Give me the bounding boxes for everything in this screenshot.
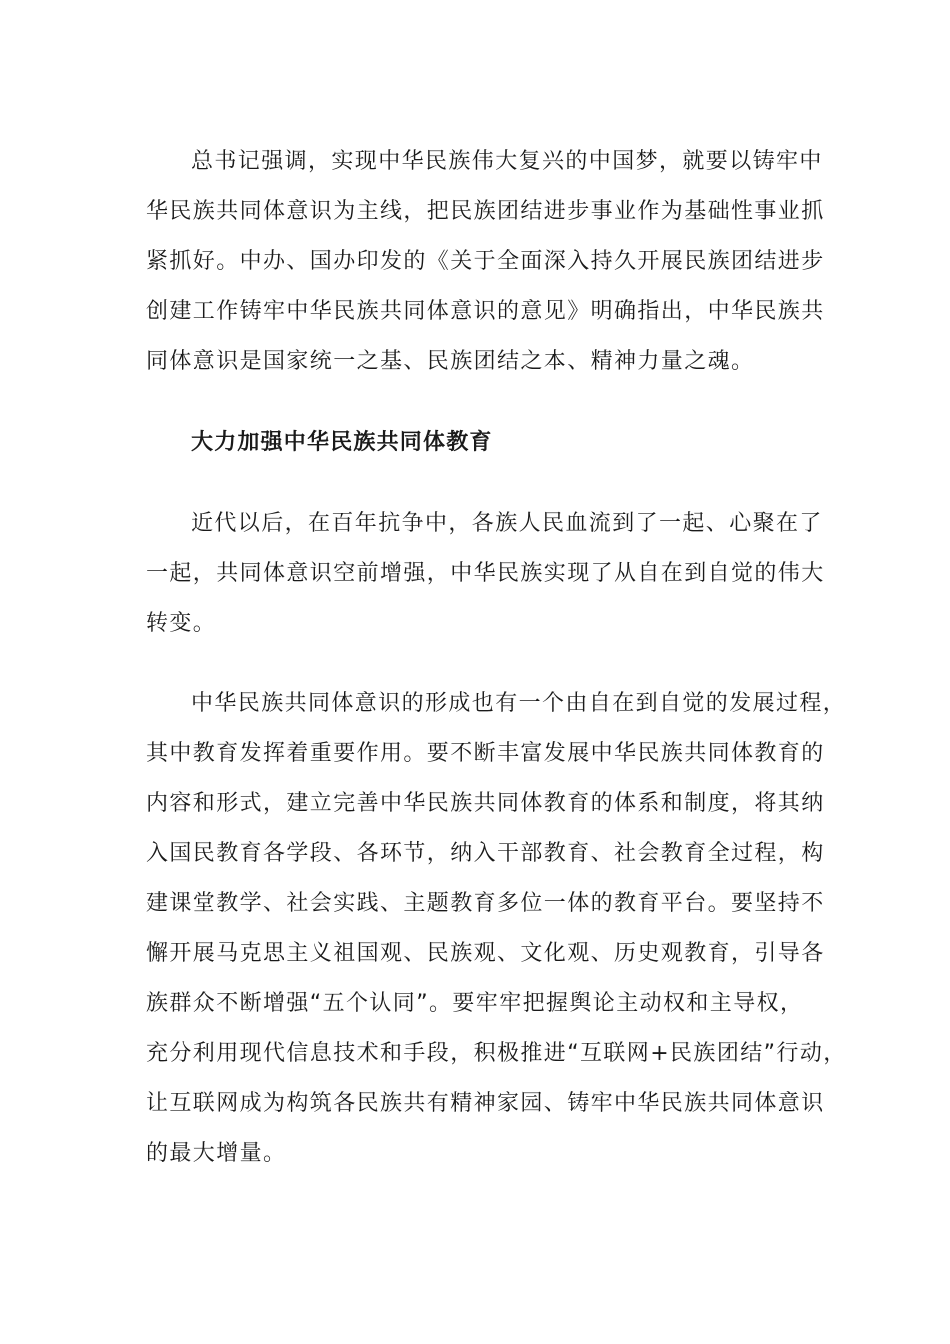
paragraph-3-line-5: 建课堂教学、社会实践、主题教育多位一体的教育平台。要坚持不 [146, 891, 825, 916]
section-heading: 大力加强中华民族共同体教育 [191, 430, 493, 455]
paragraph-2-line-2: 一起，共同体意识空前增强，中华民族实现了从自在到自觉的伟大 [146, 561, 825, 586]
paragraph-3-line-1: 中华民族共同体意识的形成也有一个由自在到自觉的发展过程， [191, 691, 847, 716]
paragraph-1-line-5: 同体意识是国家统一之基、民族团结之本、精神力量之魂。 [146, 349, 755, 374]
paragraph-3-line-7: 族群众不断增强“五个认同”。要牢牢把握舆论主动权和主导权， [146, 991, 804, 1016]
paragraph-1-line-2: 华民族共同体意识为主线，把民族团结进步事业作为基础性事业抓 [146, 199, 825, 224]
paragraph-2-line-3: 转变。 [146, 611, 217, 636]
paragraph-3-line-8: 充分利用现代信息技术和手段，积极推进“互联网+民族团结”行动， [146, 1041, 847, 1066]
paragraph-3-line-3: 内容和形式，建立完善中华民族共同体教育的体系和制度，将其纳 [146, 791, 825, 816]
paragraph-1-line-4: 创建工作铸牢中华民族共同体意识的意见》明确指出，中华民族共 [146, 299, 825, 324]
paragraph-1-line-1: 总书记强调，实现中华民族伟大复兴的中国梦，就要以铸牢中 [191, 149, 823, 174]
paragraph-2-line-1: 近代以后，在百年抗争中，各族人民血流到了一起、心聚在了 [191, 511, 823, 536]
paragraph-1-line-3: 紧抓好。中办、国办印发的《关于全面深入持久开展民族团结进步 [146, 249, 825, 274]
paragraph-3-line-4: 入国民教育各学段、各环节，纳入干部教育、社会教育全过程，构 [146, 841, 825, 866]
paragraph-3-line-10: 的最大增量。 [146, 1141, 287, 1166]
paragraph-3-line-9: 让互联网成为构筑各民族共有精神家园、铸牢中华民族共同体意识 [146, 1091, 825, 1116]
paragraph-3-line-2: 其中教育发挥着重要作用。要不断丰富发展中华民族共同体教育的 [146, 741, 825, 766]
paragraph-3-line-6: 懈开展马克思主义祖国观、民族观、文化观、历史观教育，引导各 [146, 941, 825, 966]
